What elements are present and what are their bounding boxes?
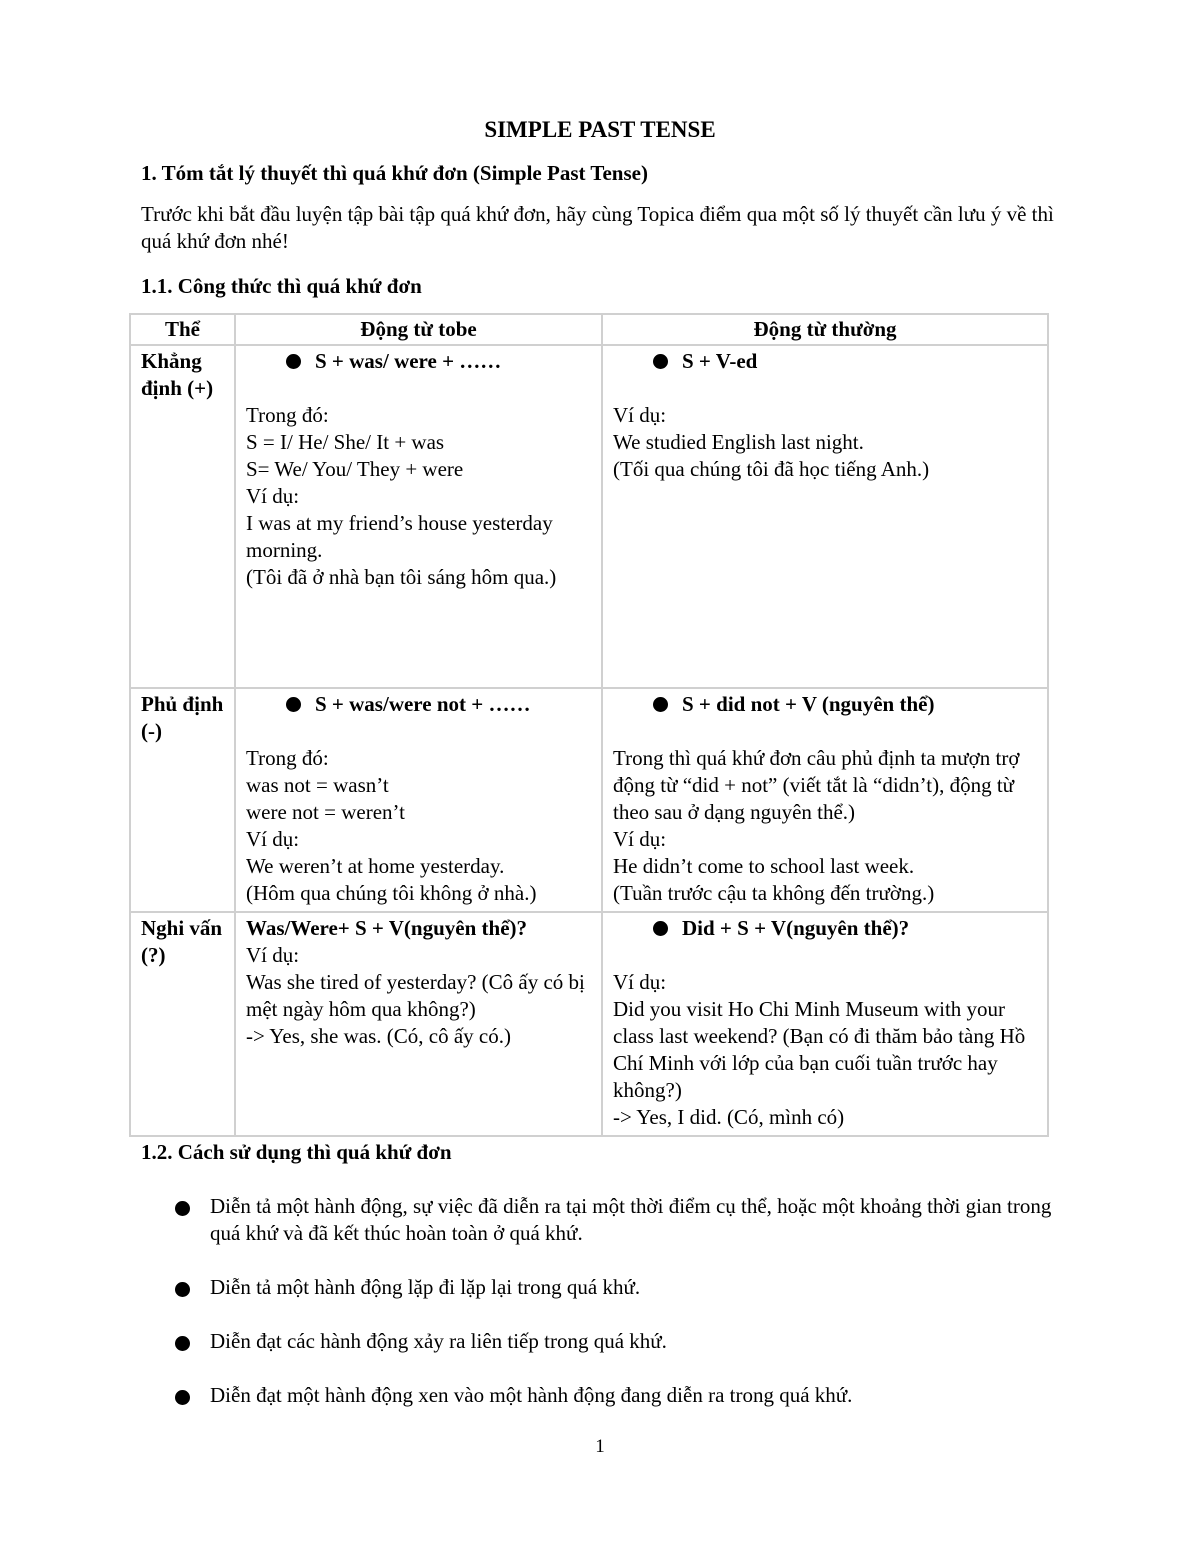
cell-text: (Hôm qua chúng tôi không ở nhà.) <box>246 881 537 905</box>
bullet-icon <box>175 1336 190 1351</box>
cell-text: (Tôi đã ở nhà bạn tôi sáng hôm qua.) <box>246 565 557 589</box>
cell-text: was not = wasn’t <box>246 773 389 797</box>
page-title: SIMPLE PAST TENSE <box>484 117 716 142</box>
section-1-intro: Trước khi bắt đầu luyện tập bài tập quá khứ đơn, hãy cùng Topica điểm qua một số lý thuyết cần lưu ý về thì quá khứ đơn nhé! <box>141 202 1054 253</box>
cell-text: Was she tired of yesterday? (Cô ấy có bị mệt ngày hôm qua không?) <box>246 970 585 1021</box>
formula-line: Did + S + V(nguyên thể)? <box>613 915 1037 942</box>
section-1-heading: 1. Tóm tắt lý thuyết thì quá khứ đơn (Simple Past Tense) <box>141 161 648 185</box>
cell-text: Ví dụ: <box>246 827 300 851</box>
cell-text: (Tuần trước cậu ta không đến trường.) <box>613 881 935 905</box>
row-label: Nghi vấn (?) <box>130 912 235 1136</box>
header-tobe: Động từ tobe <box>235 314 602 345</box>
cell-text: Did you visit Ho Chi Minh Museum with your class last weekend? (Bạn có đi thăm bảo tàng Hồ Chí Minh với lớp của bạn cuối tuần trước hay không?) <box>613 997 1026 1102</box>
table-row-question <box>130 912 1048 1136</box>
usage-list <box>175 1193 1065 1436</box>
header-regular: Động từ thường <box>602 314 1048 345</box>
cell-text: Trong đó: <box>246 746 329 770</box>
formula-line: S + did not + V (nguyên thể) <box>613 691 1037 718</box>
tobe-cell <box>235 345 602 688</box>
cell-text: Trong thì quá khứ đơn câu phủ định ta mượn trợ động từ “did + not” (viết tắt là “didn’t), động từ theo sau ở dạng nguyên thể.) <box>613 746 1020 824</box>
bullet-icon <box>175 1201 190 1216</box>
table-row-affirmative <box>130 345 1048 688</box>
cell-text: Ví dụ: <box>613 970 667 994</box>
bullet-icon <box>286 354 301 369</box>
header-form: Thể <box>130 314 235 345</box>
list-item: Diễn tả một hành động, sự việc đã diễn ra tại một thời điểm cụ thể, hoặc một khoảng thời gian trong quá khứ và đã kết thúc hoàn toàn ở quá khứ. <box>175 1193 1065 1247</box>
row-label: Phủ định (-) <box>130 688 235 912</box>
formula-line: S + was/were not + …… <box>246 691 591 718</box>
cell-text: S = I/ He/ She/ It + was <box>246 430 445 454</box>
tobe-cell <box>235 688 602 912</box>
row-label: Khẳng định (+) <box>130 345 235 688</box>
cell-text: (Tối qua chúng tôi đã học tiếng Anh.) <box>613 457 930 481</box>
cell-text: -> Yes, she was. (Có, cô ấy có.) <box>246 1024 511 1048</box>
regular-cell <box>602 912 1048 1136</box>
cell-text: Ví dụ: <box>613 403 667 427</box>
bullet-icon <box>653 354 668 369</box>
cell-text: We studied English last night. <box>613 430 864 454</box>
list-item: Diễn tả một hành động lặp đi lặp lại trong quá khứ. <box>175 1274 1065 1301</box>
cell-text: S= We/ You/ They + were <box>246 457 464 481</box>
formula-line: Was/Were+ S + V(nguyên thể)? <box>246 916 528 940</box>
tobe-cell <box>235 912 602 1136</box>
page-number: 1 <box>595 1436 605 1457</box>
cell-text: I was at my friend’s house yesterday morning. <box>246 511 553 562</box>
cell-text: He didn’t come to school last week. <box>613 854 915 878</box>
formula-table <box>129 313 1049 1137</box>
table-row-negative <box>130 688 1048 912</box>
bullet-icon <box>175 1390 190 1405</box>
bullet-icon <box>653 697 668 712</box>
section-1-2-heading: 1.2. Cách sử dụng thì quá khứ đơn <box>141 1140 452 1164</box>
section-1-1-heading: 1.1. Công thức thì quá khứ đơn <box>141 274 422 298</box>
table-header-row <box>130 314 1048 345</box>
cell-text: We weren’t at home yesterday. <box>246 854 505 878</box>
cell-text: Ví dụ: <box>246 484 300 508</box>
regular-cell <box>602 345 1048 688</box>
cell-text: Trong đó: <box>246 403 329 427</box>
regular-cell <box>602 688 1048 912</box>
bullet-icon <box>653 921 668 936</box>
cell-text: Ví dụ: <box>246 943 300 967</box>
bullet-icon <box>286 697 301 712</box>
cell-text: -> Yes, I did. (Có, mình có) <box>613 1105 845 1129</box>
cell-text: Ví dụ: <box>613 827 667 851</box>
formula-line: S + V-ed <box>613 348 1037 375</box>
list-item: Diễn đạt một hành động xen vào một hành động đang diễn ra trong quá khứ. <box>175 1382 1065 1409</box>
bullet-icon <box>175 1282 190 1297</box>
cell-text: were not = weren’t <box>246 800 405 824</box>
list-item: Diễn đạt các hành động xảy ra liên tiếp trong quá khứ. <box>175 1328 1065 1355</box>
formula-line: S + was/ were + …… <box>246 348 591 375</box>
